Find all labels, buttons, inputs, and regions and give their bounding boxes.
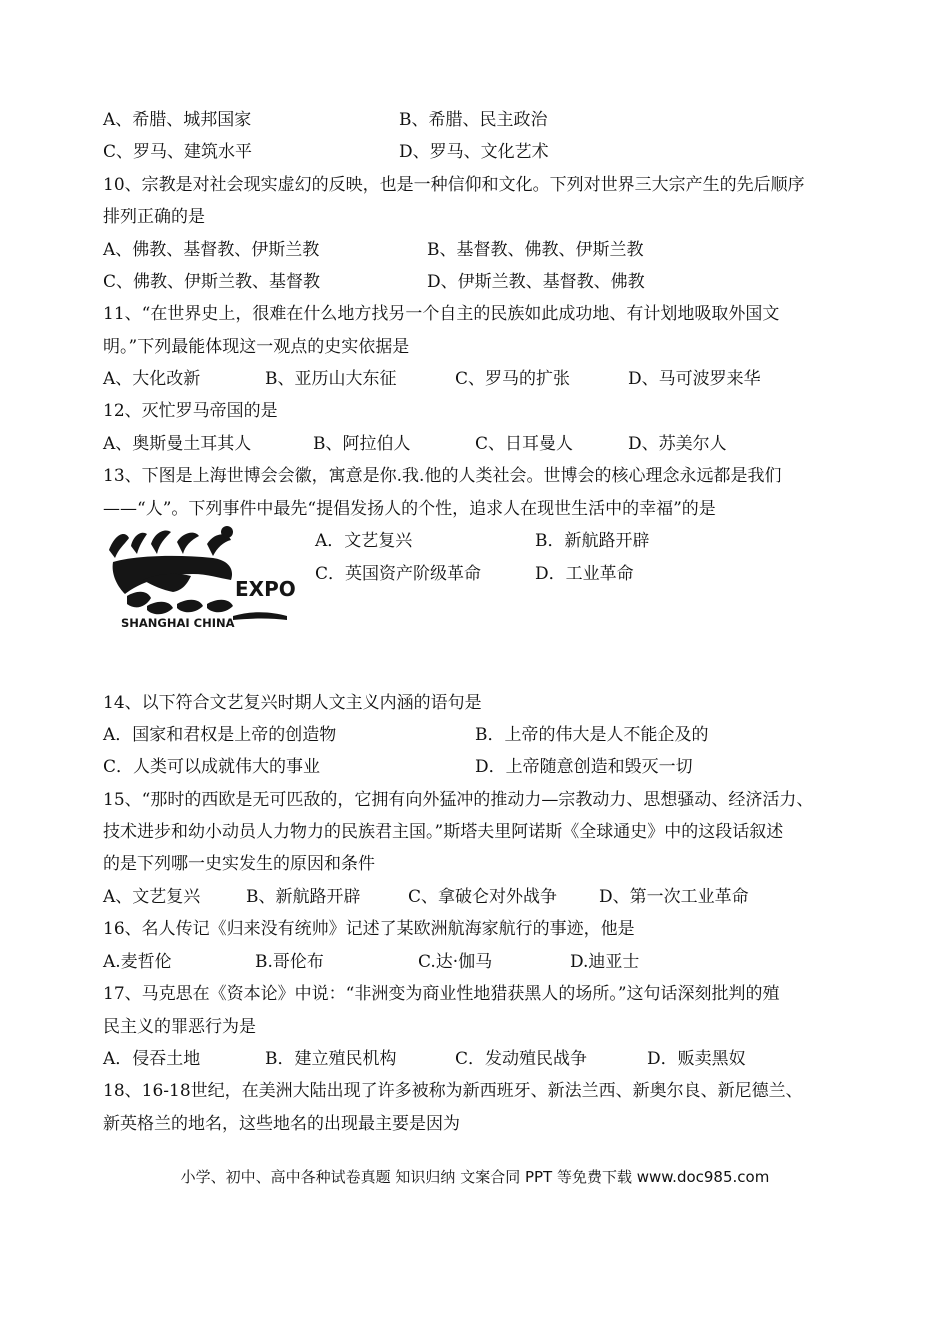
q16-options-row — [103, 946, 913, 978]
q13-options-row-1 — [315, 525, 875, 557]
q13-options-row-2 — [315, 558, 875, 590]
expo-logo-word: EXPO — [235, 577, 296, 601]
q16-option-d: D.迪亚士 — [570, 952, 640, 972]
q13-stem-line-2: ——“人”。下列事件中最先“提倡发扬人的个性，追求人在现世生活中的幸福”的是 — [103, 499, 716, 519]
q10-stem-line-1: 10、宗教是对社会现实虚幻的反映，也是一种信仰和文化。下列对世界三大宗产生的先后顺序 — [103, 175, 805, 195]
q15-option-d: D、第一次工业革命 — [599, 887, 749, 907]
q10-option-d: D、伊斯兰教、基督教、佛教 — [427, 272, 645, 292]
q12-option-d: D、苏美尔人 — [628, 434, 727, 454]
q15-stem-line-1: 15、“那时的西欧是无可匹敌的，它拥有向外猛冲的推动力—宗教动力、思想骚动、经济活力、 — [103, 790, 814, 810]
q17-option-c: C．发动殖民战争 — [455, 1049, 588, 1069]
q14-option-a: A．国家和君权是上帝的创造物 — [103, 725, 337, 745]
q15-option-c: C、拿破仑对外战争 — [408, 887, 558, 907]
q9-option-d: D、罗马、文化艺术 — [399, 142, 549, 162]
q17-stem-line-2: 民主义的罪恶行为是 — [103, 1017, 256, 1037]
expo-logo-caption: SHANGHAI CHINA — [121, 616, 235, 630]
q13-stem-line-1: 13、下图是上海世博会会徽，寓意是你.我.他的人类社会。世博会的核心理念永远都是我们 — [103, 466, 782, 486]
q17-option-b: B．建立殖民机构 — [265, 1049, 397, 1069]
q17-option-d: D．贩卖黑奴 — [647, 1049, 746, 1069]
q14-option-b: B．上帝的伟大是人不能企及的 — [475, 725, 709, 745]
page-footer: 小学、初中、高中各种试卷真题 知识归纳 文案合同 PPT 等免费下载 www.doc985.com — [180, 1168, 770, 1186]
q14-option-d: D．上帝随意创造和毁灭一切 — [475, 757, 693, 777]
q11-option-c: C、罗马的扩张 — [455, 369, 571, 389]
q18-stem-line-1: 18、16-18世纪，在美洲大陆出现了许多被称为新西班牙、新法兰西、新奥尔良、新尼德兰、 — [103, 1081, 803, 1101]
q17-option-a: A．侵吞土地 — [103, 1049, 201, 1069]
q15-stem-line-2: 技术进步和幼小动员人力物力的民族君主国。”斯塔夫里阿诺斯《全球通史》中的这段话叙述 — [103, 822, 784, 842]
q9-option-c: C、罗马、建筑水平 — [103, 142, 253, 162]
q12-options-row — [103, 428, 913, 460]
q14-option-c: C．人类可以成就伟大的事业 — [103, 757, 321, 777]
q11-stem-line-2: 明。”下列最能体现这一观点的史实依据是 — [103, 337, 410, 357]
q10-options-row-1 — [103, 234, 913, 266]
expo-2010-logo — [103, 524, 299, 636]
expo-logo-brush-icon — [109, 526, 287, 620]
q11-option-d: D、马可波罗来华 — [628, 369, 761, 389]
q11-option-a: A、大化改新 — [103, 369, 201, 389]
q18-stem-line-2: 新英格兰的地名，这些地名的出现最主要是因为 — [103, 1114, 460, 1134]
q16-option-a: A.麦哲伦 — [103, 952, 172, 972]
q13-option-a: A．文艺复兴 — [315, 531, 413, 551]
q10-option-b: B、基督教、佛教、伊斯兰教 — [427, 240, 644, 260]
q11-stem-line-1: 11、“在世界史上，很难在什么地方找另一个自主的民族如此成功地、有计划地吸取外国文 — [103, 304, 780, 324]
q15-stem-line-3: 的是下列哪一史实发生的原因和条件 — [103, 854, 375, 874]
q10-option-a: A、佛教、基督教、伊斯兰教 — [103, 240, 320, 260]
q9-options-row-2 — [103, 136, 913, 168]
q12-option-b: B、阿拉伯人 — [313, 434, 411, 454]
expo-logo-graphic — [103, 524, 299, 636]
q14-stem-line-1: 14、以下符合文艺复兴时期人文主义内涵的语句是 — [103, 693, 482, 713]
q14-options-row-2 — [103, 751, 913, 783]
q10-options-row-2 — [103, 266, 913, 298]
q9-option-b: B、希腊、民主政治 — [399, 110, 548, 130]
q11-option-b: B、亚历山大东征 — [265, 369, 397, 389]
q15-option-b: B、新航路开辟 — [246, 887, 361, 907]
q15-options-row — [103, 881, 913, 913]
q10-stem-line-2: 排列正确的是 — [103, 207, 205, 227]
q16-option-c: C.达·伽马 — [418, 952, 493, 972]
q9-options-row-1 — [103, 104, 913, 136]
q12-stem-line-1: 12、灭忙罗马帝国的是 — [103, 401, 278, 421]
q15-option-a: A、文艺复兴 — [103, 887, 201, 907]
q16-option-b: B.哥伦布 — [255, 952, 324, 972]
q17-stem-line-1: 17、马克思在《资本论》中说：“非洲变为商业性地猎获黑人的场所。”这句话深刻批判的殖 — [103, 984, 780, 1004]
q13-option-c: C．英国资产阶级革命 — [315, 564, 482, 584]
q9-option-a: A、希腊、城邦国家 — [103, 110, 252, 130]
q17-options-row — [103, 1043, 913, 1075]
q11-options-row — [103, 363, 913, 395]
q10-option-c: C、佛教、伊斯兰教、基督教 — [103, 272, 321, 292]
q13-option-d: D．工业革命 — [535, 564, 634, 584]
q14-options-row-1 — [103, 719, 913, 751]
q12-option-a: A、奥斯曼土耳其人 — [103, 434, 252, 454]
q12-option-c: C、日耳曼人 — [475, 434, 574, 454]
q13-option-b: B．新航路开辟 — [535, 531, 650, 551]
q16-stem-line-1: 16、名人传记《归来没有统帅》记述了某欧洲航海家航行的事迹，他是 — [103, 919, 635, 939]
